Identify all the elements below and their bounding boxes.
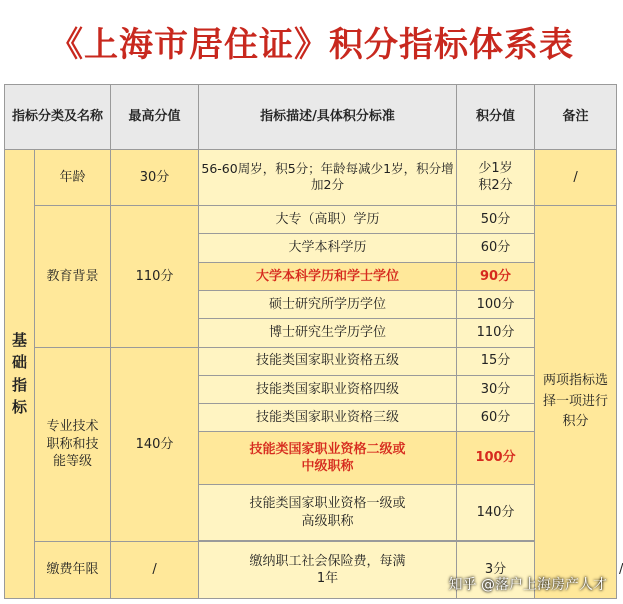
education-score-2: 60分 xyxy=(457,234,535,262)
points-table xyxy=(4,84,623,599)
table-row-education-1 xyxy=(5,206,617,234)
age-score-text: 少1岁积2分 xyxy=(478,160,513,194)
social-score: 3分 xyxy=(457,542,535,599)
skills-desc-1: 技能类国家职业资格五级 xyxy=(199,347,457,375)
social-name: 缴费年限 xyxy=(35,542,111,599)
base-indicator-text: 基础指标 xyxy=(11,330,27,417)
header-note: 备注 xyxy=(535,85,617,150)
skills-desc-5 xyxy=(199,484,457,541)
header-category: 指标分类及名称 xyxy=(5,85,111,150)
education-score-3: 90分 xyxy=(457,262,535,290)
skills-score-5: 140分 xyxy=(457,484,535,541)
education-name: 教育背景 xyxy=(35,206,111,347)
table-row-age xyxy=(5,149,617,206)
skills-desc-4-text: 技能类国家职业资格二级或中级职称 xyxy=(249,441,406,475)
skills-desc-4 xyxy=(199,432,457,485)
page-title: 《上海市居住证》积分指标体系表 xyxy=(49,24,574,65)
header-row xyxy=(5,85,617,150)
skills-name xyxy=(35,347,111,542)
skills-desc-2: 技能类国家职业资格四级 xyxy=(199,375,457,403)
education-score-1: 50分 xyxy=(457,206,535,234)
skills-score-4: 100分 xyxy=(457,432,535,485)
skills-desc-3: 技能类国家职业资格三级 xyxy=(199,404,457,432)
header-score: 积分值 xyxy=(457,85,535,150)
education-desc-2: 大学本科学历 xyxy=(199,234,457,262)
age-max: 30分 xyxy=(111,149,199,206)
education-desc-5: 博士研究生学历学位 xyxy=(199,319,457,347)
education-max: 110分 xyxy=(111,206,199,347)
header-max-score: 最高分值 xyxy=(111,85,199,150)
social-desc-text: 缴纳职工社会保险费，每满1年 xyxy=(249,553,406,587)
skills-score-3: 60分 xyxy=(457,404,535,432)
education-desc-1: 大专（高职）学历 xyxy=(199,206,457,234)
skills-name-text: 专业技术职称和技能等级 xyxy=(46,419,99,470)
note-cell xyxy=(535,206,617,599)
table-row-skills-1 xyxy=(5,347,617,375)
skills-max: 140分 xyxy=(111,347,199,542)
skills-desc-5-text: 技能类国家职业资格一级或高级职称 xyxy=(249,496,406,529)
table-row-social: 缴费年限 / 缴纳职工社会保险费，每满1年 3分 / xyxy=(5,542,617,599)
education-score-4: 100分 xyxy=(457,290,535,318)
note-text: 两项指标选择一项进行积分 xyxy=(543,372,609,430)
social-max: / xyxy=(111,542,199,599)
social-desc xyxy=(199,542,457,599)
age-score xyxy=(457,149,535,206)
education-desc-3: 大学本科学历和学士学位 xyxy=(199,262,457,290)
age-name: 年龄 xyxy=(35,149,111,206)
age-desc: 56-60周岁，积5分；年龄每减少1岁，积分增加2分 xyxy=(199,149,457,206)
header-description: 指标描述/具体积分标准 xyxy=(199,85,457,150)
skills-score-1: 15分 xyxy=(457,347,535,375)
skills-score-2: 30分 xyxy=(457,375,535,403)
education-score-5: 110分 xyxy=(457,319,535,347)
age-note: / xyxy=(535,149,617,206)
education-desc-4: 硕士研究所学历学位 xyxy=(199,290,457,318)
base-indicator-label xyxy=(5,149,35,598)
watermark: 知乎 @落户上海房产人才 xyxy=(448,577,607,593)
